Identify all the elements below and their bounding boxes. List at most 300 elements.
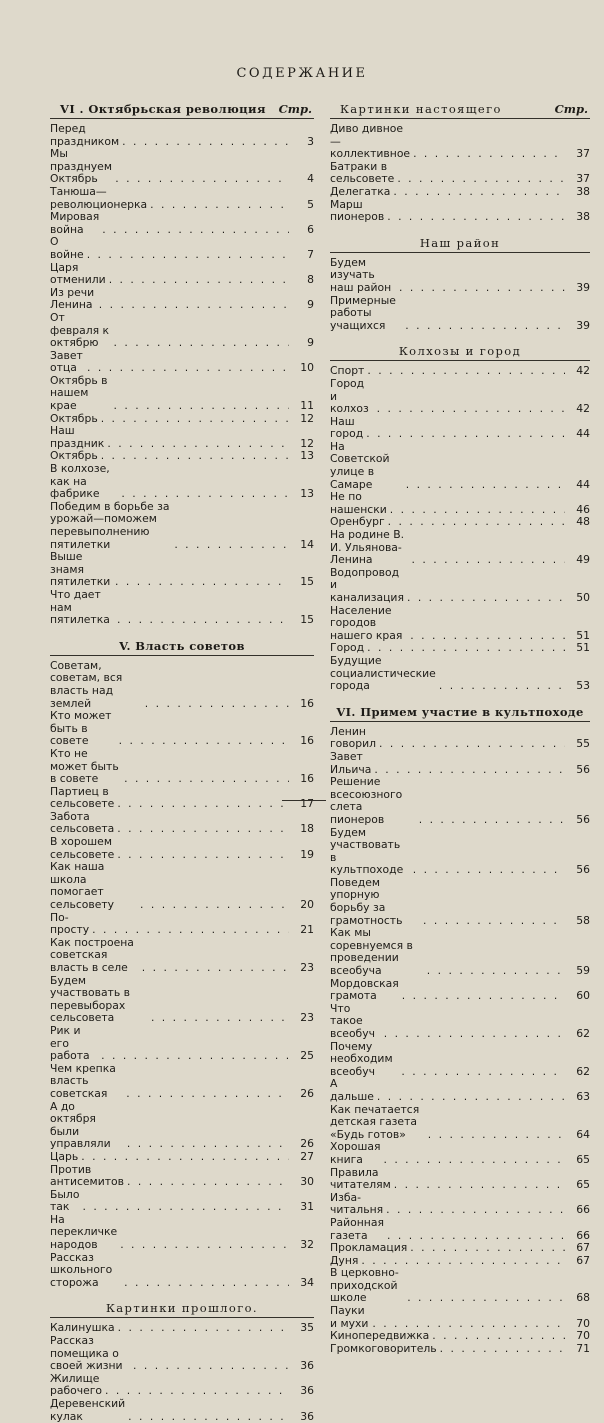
leader-dots: [393, 186, 565, 199]
toc-entry: [50, 350, 314, 375]
toc-entry: [50, 1189, 314, 1214]
leader-dots: [87, 362, 289, 375]
toc-entry-title: В хорошем сельсовете: [50, 835, 115, 861]
leader-dots: [118, 1322, 289, 1335]
toc-entry-title: Будем участвовать в перевыборах сельсовета: [50, 973, 131, 1025]
toc-entry-title: По-просту: [50, 910, 90, 937]
toc-entry: [50, 589, 314, 627]
toc-entry-title: Чем крепка власть советская: [50, 1061, 116, 1100]
toc-entry-title: Ленин говорил: [330, 724, 377, 751]
toc-page-number: 12: [300, 411, 314, 425]
toc-page-number: 44: [576, 427, 590, 441]
toc-entry: [330, 416, 590, 441]
toc-entry: [50, 1164, 314, 1189]
leader-dots: [407, 1292, 565, 1305]
toc-entry: [50, 1063, 314, 1101]
toc-entry: [330, 491, 590, 516]
section-gap: [50, 1289, 314, 1299]
toc-entry-title: Прокламация: [330, 1241, 408, 1255]
toc-entry: [330, 365, 590, 378]
toc-entry: [50, 1335, 314, 1373]
toc-entry: [50, 1151, 314, 1164]
toc-entry: [330, 1167, 590, 1192]
toc-entry-title: Будем изучать наш район: [330, 255, 392, 294]
toc-page-number: 66: [576, 1228, 590, 1242]
toc-page-number: 3: [307, 134, 314, 148]
toc-page-number: 56: [576, 863, 590, 877]
toc-entry-title: Забота сельсовета: [50, 809, 115, 836]
toc-entry: [50, 710, 314, 748]
toc-entry: [50, 811, 314, 836]
toc-entry-title: Наш город: [330, 414, 364, 441]
toc-page-number: 32: [300, 1238, 314, 1252]
toc-page-number: 17: [300, 797, 314, 811]
toc-entry-title: Будем участвовать в культпоходе: [330, 825, 404, 877]
toc-entry: [330, 1267, 590, 1305]
toc-page-number: 15: [300, 575, 314, 589]
toc-entry: [330, 1343, 590, 1356]
leader-dots: [407, 592, 565, 605]
leader-dots: [127, 1138, 289, 1151]
leader-dots: [432, 1330, 565, 1343]
leader-dots: [105, 1385, 289, 1398]
section-gap: [330, 332, 590, 342]
toc-entry: [50, 148, 314, 186]
toc-entry-title: Город: [330, 641, 365, 655]
toc-entry-title: Завет отца: [50, 348, 83, 375]
toc-page-number: 49: [576, 553, 590, 567]
leader-dots: [140, 899, 289, 912]
bottom-divider: [282, 800, 326, 801]
toc-page-number: 70: [576, 1316, 590, 1330]
toc-page-number: 64: [576, 1127, 590, 1141]
toc-page-number: 14: [300, 537, 314, 551]
toc-page-number: 51: [576, 641, 590, 655]
toc-entry-title: Водопровод и канализация: [330, 565, 404, 604]
leader-dots: [115, 576, 289, 589]
leader-dots: [428, 1129, 565, 1142]
toc-page-number: 25: [300, 1049, 314, 1063]
toc-entry: [50, 861, 314, 911]
leader-dots: [122, 136, 289, 149]
toc-page-number: 6: [307, 222, 314, 236]
toc-entry: [330, 927, 590, 977]
toc-entry: [330, 978, 590, 1003]
toc-entry: [50, 1322, 314, 1335]
section-heading: [330, 342, 590, 361]
toc-entry-title: Город и колхоз: [330, 376, 369, 416]
toc-page-number: 26: [300, 1137, 314, 1151]
section-heading-text: Картинки настоящего: [340, 102, 502, 116]
toc-entry-title: Октябрь в нашем крае: [50, 373, 108, 413]
toc-page-number: 8: [307, 273, 314, 287]
leader-dots: [423, 915, 565, 928]
toc-entry: [50, 1214, 314, 1252]
leader-dots: [377, 403, 565, 416]
toc-page-number: 36: [300, 1384, 314, 1398]
toc-page-number: 66: [576, 1203, 590, 1217]
toc-page-number: 16: [300, 734, 314, 748]
toc-entry-title: Решение всесоюзного слета пионеров: [330, 775, 403, 826]
toc-entry: [50, 1101, 314, 1151]
toc-page-number: 71: [576, 1341, 590, 1355]
toc-page-number: 68: [576, 1291, 590, 1305]
toc-entry-title: Было так: [50, 1187, 80, 1214]
toc-entry-title: Изба-читальня: [330, 1190, 384, 1217]
toc-entry: [50, 836, 314, 861]
toc-page-number: 19: [300, 847, 314, 861]
toc-entry: [330, 1255, 590, 1268]
toc-entry-title: Перед праздником: [50, 122, 120, 148]
leader-dots: [101, 1050, 289, 1063]
leader-dots: [114, 400, 289, 413]
toc-entry: [330, 1003, 590, 1041]
section-heading-text: Наш район: [419, 235, 501, 250]
toc-entry-title: Октябрь: [50, 411, 98, 425]
toc-entry-title: О войне: [50, 235, 84, 261]
toc-page-number: 38: [576, 210, 590, 224]
toc-entry-title: Против антисемитов: [50, 1162, 124, 1189]
toc-entry-title: Кинопередвижка: [330, 1329, 430, 1343]
toc-entry-title: Как мы соревнуемся в проведении всеобуча: [330, 926, 413, 978]
toc-page-number: 7: [307, 247, 314, 261]
toc-entry: [50, 123, 314, 148]
leader-dots: [101, 413, 289, 426]
leader-dots: [387, 211, 565, 224]
toc-page-number: 38: [576, 184, 590, 198]
leader-dots: [397, 173, 565, 186]
toc-page-number: 16: [300, 696, 314, 710]
leader-dots: [367, 365, 565, 378]
toc-page-number: 36: [300, 1359, 314, 1373]
toc-entry-title: Как печатается детская газета «Будь готов»: [330, 1102, 420, 1141]
leader-dots: [174, 539, 289, 552]
toc-entry-title: Выше знамя пятилетки: [50, 550, 111, 589]
toc-page-number: 13: [300, 449, 314, 463]
leader-dots: [120, 1239, 289, 1252]
toc-entry: [50, 425, 314, 450]
toc-entry: [50, 236, 314, 261]
toc-entry: [50, 413, 314, 426]
contents-column-left: [50, 100, 314, 1423]
toc-entry-title: Советам, советам, вся власть над землей: [50, 658, 123, 710]
toc-entry: [330, 1078, 590, 1103]
leader-dots: [372, 1318, 565, 1331]
toc-entry: [330, 295, 590, 333]
toc-page-number: 53: [576, 679, 590, 693]
toc-entry: [330, 123, 590, 161]
toc-entry-title: Батраки в сельсовете: [330, 159, 395, 186]
toc-page-number: 9: [307, 336, 314, 350]
toc-entry-title: Не по нашенски: [330, 490, 387, 516]
toc-page-number: 37: [576, 147, 590, 161]
toc-page-number: 63: [576, 1089, 590, 1103]
toc-entry: [50, 186, 314, 211]
toc-page-number: 56: [576, 812, 590, 826]
toc-entry-title: Из речи Ленина: [50, 285, 95, 312]
leader-dots: [117, 798, 289, 811]
toc-entry-title: Мировая война: [50, 210, 100, 236]
page-column-label: Стр.: [554, 102, 588, 116]
toc-entry-title: А до октября были управляли: [50, 1099, 111, 1151]
toc-entry: [50, 287, 314, 312]
toc-entry-title: Мы празднуем Октябрь: [50, 147, 112, 186]
toc-entry: [50, 501, 314, 551]
leader-dots: [361, 1255, 565, 1268]
leader-dots: [388, 516, 565, 529]
leader-dots: [81, 1151, 289, 1164]
toc-page-number: 70: [576, 1329, 590, 1343]
toc-page-number: 37: [576, 172, 590, 186]
toc-entry: [50, 937, 314, 975]
leader-dots: [410, 1242, 565, 1255]
toc-page-number: 39: [576, 280, 590, 294]
toc-entry-title: Громкоговоритель: [330, 1341, 437, 1355]
toc-page-number: 15: [300, 613, 314, 627]
toc-entry-title: Что такое всеобуч: [330, 1001, 375, 1040]
leader-dots: [394, 1179, 565, 1192]
toc-entry-title: Оренбург: [330, 515, 385, 529]
leader-dots: [401, 1066, 565, 1079]
toc-entry-title: Марш пионеров: [330, 197, 385, 224]
toc-entry: [50, 312, 314, 350]
toc-entry-title: Примерные работы учащихся: [330, 293, 396, 332]
toc-page-number: 39: [576, 318, 590, 332]
toc-page-number: 26: [300, 1086, 314, 1100]
toc-entry: [50, 211, 314, 236]
toc-entry-title: На перекличке народов: [50, 1212, 118, 1252]
toc-entry-title: Делегатка: [330, 184, 391, 198]
toc-entry: [50, 748, 314, 786]
toc-entry-title: Хорошая книга: [330, 1140, 381, 1166]
toc-page-number: 13: [300, 487, 314, 501]
toc-page-number: 10: [300, 361, 314, 375]
section-heading: [330, 100, 590, 119]
toc-entry: [330, 529, 590, 567]
toc-page-number: 36: [300, 1409, 314, 1423]
toc-entry-title: Пауки и мухи: [330, 1304, 369, 1330]
toc-entry: [330, 186, 590, 199]
toc-entry-title: Правила читателям: [330, 1165, 391, 1192]
leader-dots: [101, 450, 289, 463]
toc-page-number: 5: [307, 197, 314, 211]
toc-entry-title: Диво дивное—коллективное: [330, 122, 411, 161]
section-heading: [50, 100, 314, 119]
leader-dots: [109, 274, 289, 287]
leader-dots: [405, 320, 565, 333]
toc-entry: [330, 655, 590, 693]
section-gap: [50, 627, 314, 637]
toc-page-number: 67: [576, 1241, 590, 1255]
section-heading: [330, 703, 590, 722]
section-heading-text: VI. Примем участие в культпоходе: [336, 704, 584, 719]
toc-entry-title: Кто может быть в совете: [50, 709, 112, 748]
toc-entry: [50, 975, 314, 1025]
toc-entry: [330, 567, 590, 605]
leader-dots: [439, 680, 565, 693]
leader-dots: [114, 337, 289, 350]
toc-entry: [50, 660, 314, 710]
toc-entry: [50, 1398, 314, 1423]
toc-entry-title: Как наша школа помогает сельсовету: [50, 860, 115, 912]
toc-entry: [330, 1104, 590, 1142]
leader-dots: [117, 823, 289, 836]
page-column-label: Стр.: [278, 102, 312, 116]
toc-entry: [50, 1252, 314, 1290]
leader-dots: [399, 282, 565, 295]
leader-dots: [383, 1154, 565, 1167]
toc-entry-title: Завет Ильича: [330, 749, 372, 776]
section-heading: [50, 637, 314, 656]
leader-dots: [142, 962, 289, 975]
leader-dots: [412, 554, 565, 567]
toc-entry: [330, 726, 590, 751]
toc-entry-title: Партиец в сельсовете: [50, 784, 115, 811]
toc-entry: [50, 1025, 314, 1063]
toc-entry: [50, 786, 314, 811]
toc-entry-title: В колхозе, как на фабрике: [50, 462, 110, 501]
toc-page-number: 23: [300, 961, 314, 974]
leader-dots: [119, 735, 289, 748]
leader-dots: [117, 849, 289, 862]
contents-column-right: [330, 100, 590, 1355]
section-heading: [50, 1299, 314, 1318]
toc-page-number: 9: [307, 298, 314, 312]
toc-page-number: 4: [307, 172, 314, 186]
toc-entry: [330, 161, 590, 186]
section-heading-text: VI . Октябрьская революция: [60, 102, 266, 116]
toc-entry-title: Кто не может быть в совете: [50, 746, 119, 786]
toc-page-number: 48: [576, 515, 590, 529]
leader-dots: [402, 990, 565, 1003]
leader-dots: [82, 1201, 289, 1214]
toc-entry-title: Царь: [50, 1149, 79, 1163]
leader-dots: [377, 1091, 565, 1104]
leader-dots: [419, 814, 565, 827]
leader-dots: [121, 488, 289, 501]
leader-dots: [367, 642, 565, 655]
toc-page-number: 12: [300, 436, 314, 450]
toc-page-number: 23: [300, 1011, 314, 1025]
toc-entry-title: Спорт: [330, 364, 365, 378]
leader-dots: [126, 1088, 289, 1101]
leader-dots: [124, 773, 289, 786]
toc-entry: [330, 605, 590, 643]
toc-page-number: 50: [576, 591, 590, 604]
toc-entry-title: Почему необходим всеобуч: [330, 1039, 393, 1078]
leader-dots: [413, 148, 565, 161]
toc-entry: [330, 378, 590, 416]
toc-page-number: 21: [300, 923, 314, 937]
toc-page-number: 27: [300, 1149, 314, 1163]
toc-entry: [50, 1373, 314, 1398]
toc-entry: [330, 1242, 590, 1255]
toc-entry: [330, 827, 590, 877]
toc-entry-title: Население городов нашего края: [330, 603, 403, 642]
toc-entry-title: Рик и его работа: [50, 1023, 90, 1063]
toc-entry-title: Наш праздник: [50, 424, 105, 450]
toc-page-number: 42: [576, 364, 590, 378]
toc-entry: [330, 1192, 590, 1217]
toc-entry-title: Жилище рабочего: [50, 1371, 103, 1398]
leader-dots: [115, 173, 289, 186]
toc-page-number: 55: [576, 737, 590, 751]
toc-entry: [330, 1041, 590, 1079]
toc-entry-title: Поведем упорную борьбу за грамотность: [330, 875, 403, 927]
leader-dots: [87, 249, 289, 262]
toc-entry-title: В церковно-приходской школе: [330, 1266, 399, 1305]
leader-dots: [386, 1204, 565, 1217]
toc-entry: [330, 1141, 590, 1166]
leader-dots: [124, 1277, 289, 1290]
toc-entry: [330, 1305, 590, 1330]
leader-dots: [150, 199, 289, 212]
toc-entry: [330, 441, 590, 491]
toc-entry-title: Царя отменили: [50, 260, 106, 287]
toc-entry-title: От февраля к октябрю: [50, 310, 110, 350]
toc-page-number: 56: [576, 762, 590, 776]
toc-page-number: 58: [576, 913, 590, 927]
toc-page-number: 62: [576, 1064, 590, 1078]
toc-entry-title: Октябрь: [50, 449, 98, 463]
leader-dots: [410, 630, 565, 643]
toc-page-number: 11: [300, 399, 314, 413]
toc-entry: [330, 1330, 590, 1343]
toc-entry: [330, 257, 590, 295]
leader-dots: [102, 224, 289, 237]
section-heading-text: V. Власть советов: [119, 638, 245, 653]
toc-entry: [330, 1217, 590, 1242]
toc-entry-title: Будущие социалистические города: [330, 653, 436, 693]
leader-dots: [390, 504, 565, 517]
leader-dots: [384, 1028, 565, 1041]
section-heading-text: Картинки прошлого.: [106, 1301, 258, 1316]
leader-dots: [406, 479, 565, 492]
toc-page-number: 18: [300, 822, 314, 836]
leader-dots: [366, 428, 565, 441]
toc-entry-title: Мордовская грамота: [330, 976, 399, 1003]
leader-dots: [145, 698, 289, 711]
toc-page-number: 67: [576, 1253, 590, 1267]
toc-page-number: 31: [300, 1200, 314, 1214]
toc-page-number: 60: [576, 989, 590, 1003]
toc-entry-title: Рассказ школьного сторожа: [50, 1250, 113, 1289]
toc-entry: [50, 912, 314, 937]
leader-dots: [374, 764, 565, 777]
toc-page-number: 65: [576, 1178, 590, 1192]
toc-entry-title: А дальше: [330, 1077, 374, 1103]
leader-dots: [107, 438, 289, 451]
leader-dots: [92, 924, 289, 937]
section-gap: [330, 693, 590, 703]
toc-page-number: 34: [300, 1275, 314, 1289]
leader-dots: [117, 614, 289, 627]
toc-entry: [330, 776, 590, 826]
leader-dots: [133, 1360, 289, 1373]
toc-page-number: 16: [300, 772, 314, 786]
toc-page-number: 51: [576, 628, 590, 642]
leader-dots: [151, 1012, 289, 1025]
leader-dots: [128, 1411, 289, 1423]
toc-entry: [50, 463, 314, 501]
toc-page-number: 44: [576, 477, 590, 491]
toc-entry-title: Рассказ помещика о своей жизни: [50, 1334, 123, 1373]
leader-dots: [413, 864, 565, 877]
leader-dots: [427, 965, 565, 978]
toc-entry: [330, 877, 590, 927]
toc-entry: [50, 375, 314, 413]
leader-dots: [99, 299, 289, 312]
